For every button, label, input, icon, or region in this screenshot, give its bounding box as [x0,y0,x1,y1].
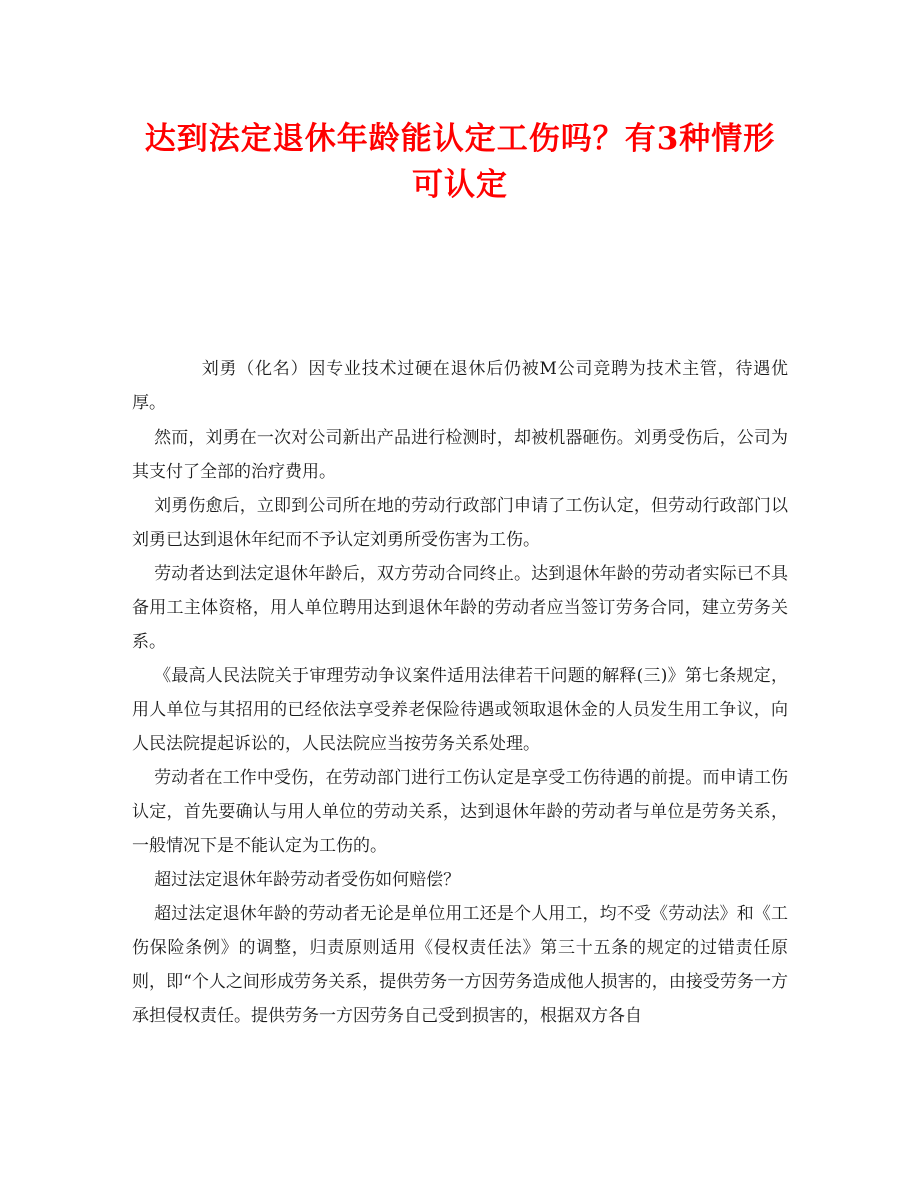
paragraph-6: 劳动者在工作中受伤，在劳动部门进行工伤认定是享受工伤待遇的前提。而申请工伤认定，首先要确认与用人单位的劳动关系，达到退休年龄的劳动者与单位是劳务关系，一般情况下是不能认定为工伤的。 [132,768,788,856]
paragraph-4: 劳动者达到法定退休年龄后，双方劳动合同终止。达到退休年龄的劳动者实际已不具备用工主体资格，用人单位聘用达到退休年龄的劳动者应当签订劳务合同，建立劳务关系。 [132,564,788,652]
paragraph-3: 刘勇伤愈后，立即到公司所在地的劳动行政部门申请了工伤认定，但劳动行政部门以刘勇已达到退休年纪而不予认定刘勇所受伤害为工伤。 [132,496,788,550]
paragraph-1: 刘勇（化名）因专业技术过硬在退休后仍被M公司竞聘为技术主管，待遇优厚。 [132,359,788,413]
paragraph-2: 然而，刘勇在一次对公司新出产品进行检测时，却被机器砸伤。刘勇受伤后，公司为其支付了全部的治疗费用。 [132,428,788,482]
document-body [132,352,788,1033]
paragraph-5: 《最高人民法院关于审理劳动争议案件适用法律若干问题的解释(三)》第七条规定，用人单位与其招用的已经依法享受养老保险待遇或领取退休金的人员发生用工争议，向人民法院提起诉讼的，人民法院应当按劳务关系处理。 [132,666,788,754]
document-title: 达到法定退休年龄能认定工伤吗？有3种情形可认定 [144,121,776,203]
paragraph-7-question: 超过法定退休年龄劳动者受伤如何赔偿？ [154,870,461,890]
paragraph-8: 超过法定退休年龄的劳动者无论是单位用工还是个人用工，均不受《劳动法》和《工伤保险条例》的调整，归责原则适用《侵权责任法》第三十五条的规定的过错责任原则，即“个人之间形成劳务关系，提供劳务一方因劳务造成他人损害的，由接受劳务一方承担侵权责任。提供劳务一方因劳务自己受到损害的，根据双方各自 [132,904,788,1026]
